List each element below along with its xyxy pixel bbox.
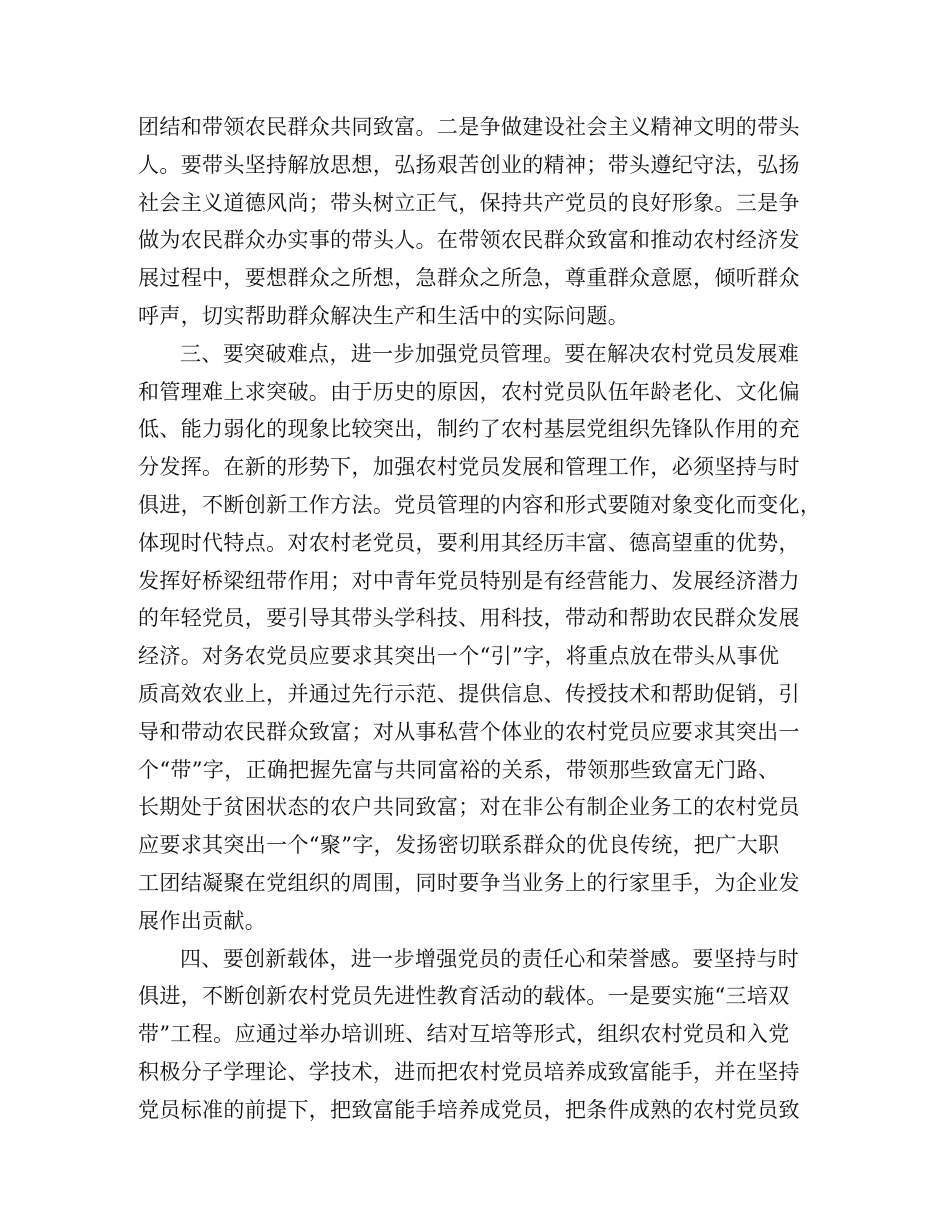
- text-line: 做为农民群众办实事的带头人。在带领农民群众致富和推动农村经济发: [138, 228, 800, 253]
- text-line: 团结和带领农民群众共同致富。二是争做建设社会主义精神文明的带头: [138, 115, 800, 139]
- text-line: 工团结凝聚在党组织的周围，同时要争当业务上的行家里手，为企业发: [138, 870, 800, 895]
- text-line: 低、能力弱化的现象比较突出，制约了农村基层党组织先锋队作用的充: [138, 417, 800, 442]
- text-line: 的年轻党员，要引导其带头学科技、用科技，带动和帮助农民群众发展: [138, 606, 800, 631]
- text-line: 展作出贡献。: [138, 908, 267, 933]
- text-line: 俱进，不断创新农村党员先进性教育活动的载体。一是要实施“三培双: [138, 984, 790, 1009]
- text-line: 应要求其突出一个“聚”字，发扬密切联系群众的优良传统，把广大职: [138, 833, 780, 858]
- text-line: 呼声，切实帮助群众解决生产和生活中的实际问题。: [138, 303, 630, 328]
- text-line: 长期处于贫困状态的农户共同致富；对在非公有制企业务工的农村党员: [138, 795, 800, 820]
- text-line: 和管理难上求突破。由于历史的原因，农村党员队伍年龄老化、文化偏: [138, 379, 800, 404]
- text-line: 体现时代特点。对农村老党员，要利用其经历丰富、德高望重的优势，: [138, 530, 800, 555]
- text-line: 展过程中，要想群众之所想，急群众之所急，尊重群众意愿，倾听群众: [138, 266, 800, 291]
- document-body: [138, 109, 824, 1130]
- text-line: 分发挥。在新的形势下，加强农村党员发展和管理工作，必须坚持与时: [138, 455, 800, 480]
- text-line: 个“带”字，正确把握先富与共同富裕的关系，带领那些致富无门路、: [138, 757, 780, 782]
- text-line: 导和带动农民群众致富；对从事私营个体业的农村党员应要求其突出一: [138, 719, 800, 744]
- text-line: 党员标准的前提下，把致富能手培养成党员，把条件成熟的农村党员致: [138, 1097, 800, 1122]
- text-line: 带”工程。应通过举办培训班、结对互培等形式，组织农村党员和入党: [138, 1022, 790, 1047]
- text-line: 发挥好桥梁纽带作用；对中青年党员特别是有经营能力、发展经济潜力: [138, 568, 800, 593]
- text-line: 质高效农业上，并通过先行示范、提供信息、传授技术和帮助促销，引: [138, 681, 800, 706]
- paragraph-start-line: 三、要突破难点，进一步加强党员管理。要在解决农村党员发展难: [180, 341, 800, 366]
- text-line: 积极分子学理论、学技术，进而把农村党员培养成致富能手，并在坚持: [138, 1059, 800, 1084]
- text-line: 人。要带头坚持解放思想，弘扬艰苦创业的精神；带头遵纪守法，弘扬: [138, 152, 800, 177]
- text-line: 经济。对务农党员应要求其突出一个“引”字，将重点放在带头从事优: [138, 644, 780, 669]
- text-line: 社会主义道德风尚；带头树立正气，保持共产党员的良好形象。三是争: [138, 190, 800, 215]
- paragraph-start-line: 四、要创新载体，进一步增强党员的责任心和荣誉感。要坚持与时: [180, 946, 800, 971]
- text-line: 俱进，不断创新工作方法。党员管理的内容和形式要随对象变化而变化，: [138, 492, 822, 517]
